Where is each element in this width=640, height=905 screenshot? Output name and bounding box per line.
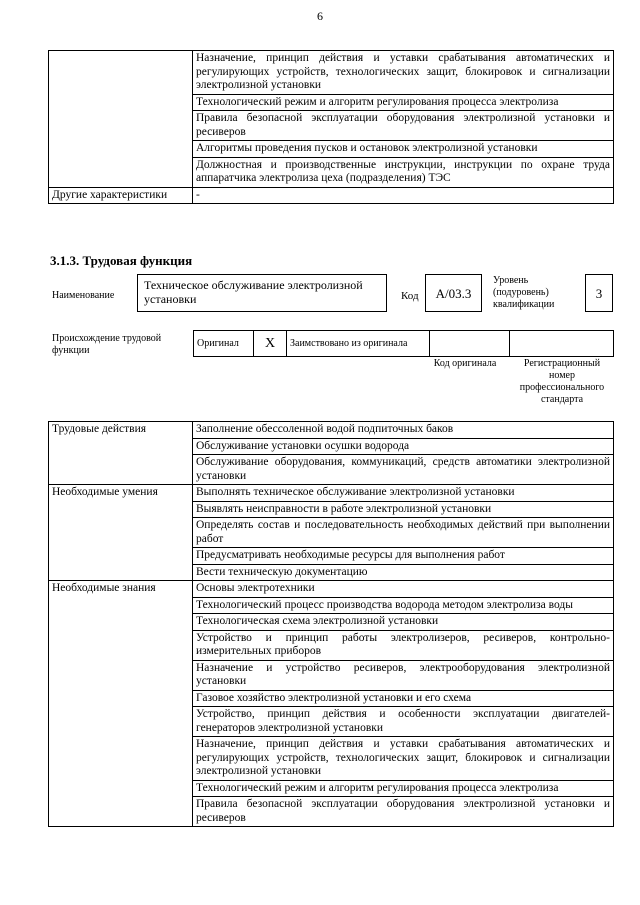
table-cell: Должностная и производственные инструкции, инструкции по охране труда аппаратчика электролиза цеха (подразделения) ТЭС [193,157,614,187]
origin-table [193,330,614,357]
other-characteristics-label: Другие характеристики [49,187,193,204]
section-title: 3.1.3. Трудовая функция [50,253,193,268]
table-cell: Устройство, принцип действия и особенности эксплуатации двигателей-генераторов электролизной установки [193,707,614,737]
group-label: Необходимые знания [49,581,193,827]
original-mark: X [254,331,287,357]
table-cell: Заполнение обессоленной водой подпиточных баков [193,422,614,439]
group-label: Трудовые действия [49,422,193,485]
table-row [49,51,614,95]
table-cell: Назначение, принцип действия и уставки срабатывания автоматических и регулирующих устройств, технологических защит, блокировок и сигнализации электролизной установки [193,737,614,781]
main-table [48,421,614,827]
level-box: 3 [585,274,613,312]
name-label: Наименование [52,290,115,301]
table-cell: Технологическая схема электролизной установки [193,614,614,631]
table-cell: Назначение и устройство ресиверов, электрооборудования электролизной установки [193,660,614,690]
code-label: Код [401,290,419,302]
empty-label-cell [49,51,193,188]
code-box: А/03.3 [425,274,482,312]
table-cell: Технологический процесс производства водорода методом электролиза воды [193,597,614,614]
table-cell: Назначение, принцип действия и уставки срабатывания автоматических и регулирующих устройств, технологических защит, блокировок и сигнализации электролизной установки [193,51,614,95]
table-cell: Определять состав и последовательность необходимых действий при выполнении работ [193,518,614,548]
table-cell: Газовое хозяйство электролизной установки и его схема [193,690,614,707]
table-cell: Выявлять неисправности в работе электролизной установки [193,501,614,518]
table-row [49,422,614,439]
table-cell: Основы электротехники [193,581,614,598]
table-cell: Технологический режим и алгоритм регулирования процесса электролиза [193,94,614,111]
group-label: Необходимые умения [49,485,193,581]
reg-number-cell [510,331,614,357]
original-label: Оригинал [194,331,254,357]
level-label: Уровень (подуровень) квалификации [493,275,555,310]
table-row [49,581,614,598]
table-row [49,485,614,502]
page-number: 6 [317,9,323,23]
table-cell: Правила безопасной эксплуатации оборудования электролизной установки и ресиверов [193,797,614,827]
origin-code-caption: Код оригинала [433,358,497,369]
table-cell: Обслуживание оборудования, коммуникаций, средств автоматики электролизной установки [193,455,614,485]
table-cell: Алгоритмы проведения пусков и остановок электролизной установки [193,141,614,158]
function-name-box: Техническое обслуживание электролизной установки [137,274,387,312]
borrowed-label: Заимствовано из оригинала [287,331,430,357]
table-cell: Технологический режим и алгоритм регулирования процесса электролиза [193,780,614,797]
table-cell: Обслуживание установки осушки водорода [193,438,614,455]
table-cell: Предусматривать необходимые ресурсы для выполнения работ [193,548,614,565]
other-characteristics-value: - [193,187,614,204]
reg-number-caption: Регистрационный номер профессионального стандарта [519,358,605,405]
table-row [49,187,614,204]
origin-code-cell [430,331,510,357]
top-table [48,50,614,204]
origin-label: Происхождение трудовой функции [52,333,162,356]
table-cell: Вести техническую документацию [193,564,614,581]
table-cell: Устройство и принцип работы электролизеров, ресиверов, контрольно-измерительных приборов [193,630,614,660]
table-cell: Выполнять техническое обслуживание электролизной установки [193,485,614,502]
table-cell: Правила безопасной эксплуатации оборудования электролизной установки и ресиверов [193,111,614,141]
table-row [194,331,614,357]
